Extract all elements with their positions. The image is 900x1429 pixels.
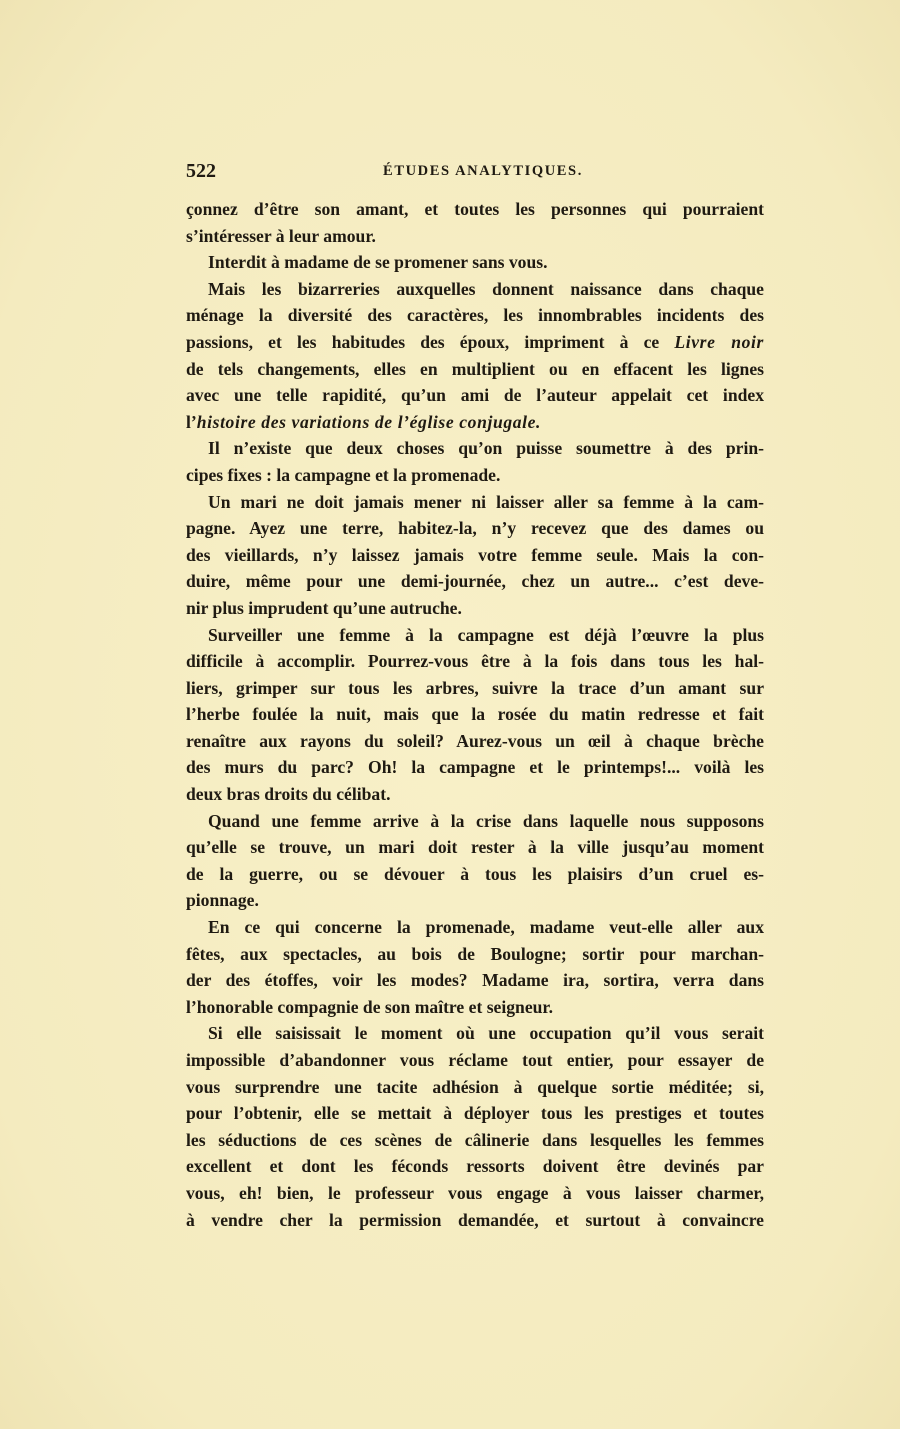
text-line bbox=[186, 356, 764, 383]
text-segment: passions, et les habitudes des époux, impriment à ce bbox=[186, 331, 675, 352]
text-line bbox=[186, 276, 764, 303]
text-segment: de la guerre, ou se dévouer à tous les plaisirs d’un cruel es- bbox=[186, 863, 764, 884]
text-line bbox=[186, 941, 764, 968]
text-line bbox=[186, 622, 764, 649]
text-segment: s’intéresser à leur amour. bbox=[186, 225, 376, 246]
text-segment: liers, grimper sur tous les arbres, suivre la trace d’un amant sur bbox=[186, 677, 764, 698]
text-line bbox=[186, 302, 764, 329]
text-segment: Interdit à madame de se promener sans vous. bbox=[208, 252, 548, 273]
text-line bbox=[186, 1153, 764, 1180]
text-segment: Surveiller une femme à la campagne est déjà l’œuvre la plus bbox=[208, 624, 764, 645]
text-line bbox=[186, 994, 764, 1021]
text-segment: des vieillards, n’y laissez jamais votre femme seule. Mais la con- bbox=[186, 544, 764, 565]
text-line bbox=[186, 196, 764, 223]
text-line bbox=[186, 1100, 764, 1127]
text-line bbox=[186, 568, 764, 595]
text-line bbox=[186, 542, 764, 569]
text-segment: les séductions de ces scènes de câlinerie dans lesquelles les femmes bbox=[186, 1129, 764, 1150]
text-line bbox=[186, 515, 764, 542]
text-line bbox=[186, 808, 764, 835]
text-segment: fêtes, aux spectacles, au bois de Boulogne; sortir pour marchan- bbox=[186, 943, 764, 964]
text-segment: En ce qui concerne la promenade, madame veut-elle aller aux bbox=[208, 917, 764, 938]
text-line bbox=[186, 914, 764, 941]
text-line bbox=[186, 834, 764, 861]
text-segment: pour l’obtenir, elle se mettait à déployer tous les prestiges et toutes bbox=[186, 1103, 764, 1124]
text-line bbox=[186, 462, 764, 489]
text-line bbox=[186, 728, 764, 755]
text-line bbox=[186, 489, 764, 516]
text-segment: pionnage. bbox=[186, 890, 259, 911]
page-header bbox=[186, 160, 764, 186]
text-segment: Si elle saisissait le moment où une occupation qu’il vous serait bbox=[208, 1023, 764, 1044]
text-line bbox=[186, 1047, 764, 1074]
text-segment: l’herbe foulée la nuit, mais que la rosée du matin redresse et fait bbox=[186, 704, 764, 725]
text-segment: qu’elle se trouve, un mari doit rester à la ville jusqu’au moment bbox=[186, 837, 764, 858]
text-segment: pagne. Ayez une terre, habitez-la, n’y recevez que des dames ou bbox=[186, 518, 764, 539]
text-line bbox=[186, 675, 764, 702]
text-line bbox=[186, 967, 764, 994]
text-segment: vous, eh! bien, le professeur vous engage à vous laisser charmer, bbox=[186, 1182, 764, 1203]
text-segment: l’ bbox=[186, 411, 197, 432]
text-line bbox=[186, 409, 764, 436]
text-line bbox=[186, 754, 764, 781]
italic-text: histoire des variations de l’église conjugale. bbox=[196, 411, 542, 432]
text-segment: der des étoffes, voir les modes? Madame ira, sortira, verra dans bbox=[186, 970, 764, 991]
text-segment: ménage la diversité des caractères, les innombrables incidents des bbox=[186, 305, 764, 326]
italic-text: Livre noir bbox=[674, 331, 764, 352]
text-line bbox=[186, 648, 764, 675]
text-segment: l’honorable compagnie de son maître et seigneur. bbox=[186, 996, 554, 1017]
text-segment: Il n’existe que deux choses qu’on puisse soumettre à des prin- bbox=[208, 438, 764, 459]
text-segment: cipes fixes : la campagne et la promenade. bbox=[186, 464, 501, 485]
text-line bbox=[186, 1020, 764, 1047]
running-title: ÉTUDES ANALYTIQUES. bbox=[383, 163, 583, 179]
text-line bbox=[186, 1127, 764, 1154]
text-segment: excellent et dont les féconds ressorts doivent être devinés par bbox=[186, 1156, 764, 1177]
text-line bbox=[186, 887, 764, 914]
text-line bbox=[186, 781, 764, 808]
text-segment: Un mari ne doit jamais mener ni laisser aller sa femme à la cam- bbox=[208, 491, 764, 512]
text-line bbox=[186, 223, 764, 250]
text-segment: nir plus imprudent qu’une autruche. bbox=[186, 597, 462, 618]
text-segment: renaître aux rayons du soleil? Aurez-vous un œil à chaque brèche bbox=[186, 730, 764, 751]
text-segment: duire, même pour une demi-journée, chez un autre... c’est deve- bbox=[186, 571, 764, 592]
text-segment: Mais les bizarreries auxquelles donnent naissance dans chaque bbox=[208, 278, 764, 299]
text-line bbox=[186, 329, 764, 356]
text-segment: Quand une femme arrive à la crise dans laquelle nous supposons bbox=[208, 810, 764, 831]
text-line bbox=[186, 249, 764, 276]
page-number: 522 bbox=[186, 160, 216, 182]
body-text bbox=[186, 196, 764, 1233]
text-segment: à vendre cher la permission demandée, et surtout à convaincre bbox=[186, 1209, 764, 1230]
text-line bbox=[186, 1207, 764, 1234]
text-line bbox=[186, 435, 764, 462]
text-segment: vous surprendre une tacite adhésion à quelque sortie méditée; si, bbox=[186, 1076, 764, 1097]
text-line bbox=[186, 701, 764, 728]
text-segment: difficile à accomplir. Pourrez-vous être à la fois dans tous les hal- bbox=[186, 651, 764, 672]
text-segment: des murs du parc? Oh! la campagne et le printemps!... voilà les bbox=[186, 757, 764, 778]
text-line bbox=[186, 861, 764, 888]
text-segment: çonnez d’être son amant, et toutes les personnes qui pourraient bbox=[186, 199, 764, 219]
text-segment: impossible d’abandonner vous réclame tout entier, pour essayer de bbox=[186, 1050, 764, 1070]
text-line bbox=[186, 595, 764, 622]
text-line bbox=[186, 382, 764, 409]
text-segment: de tels changements, elles en multiplient ou en effacent les lignes bbox=[186, 358, 764, 379]
text-line bbox=[186, 1180, 764, 1207]
text-segment: avec une telle rapidité, qu’un ami de l’auteur appelait cet index bbox=[186, 385, 764, 406]
text-segment: deux bras droits du célibat. bbox=[186, 784, 391, 805]
text-line bbox=[186, 1074, 764, 1101]
